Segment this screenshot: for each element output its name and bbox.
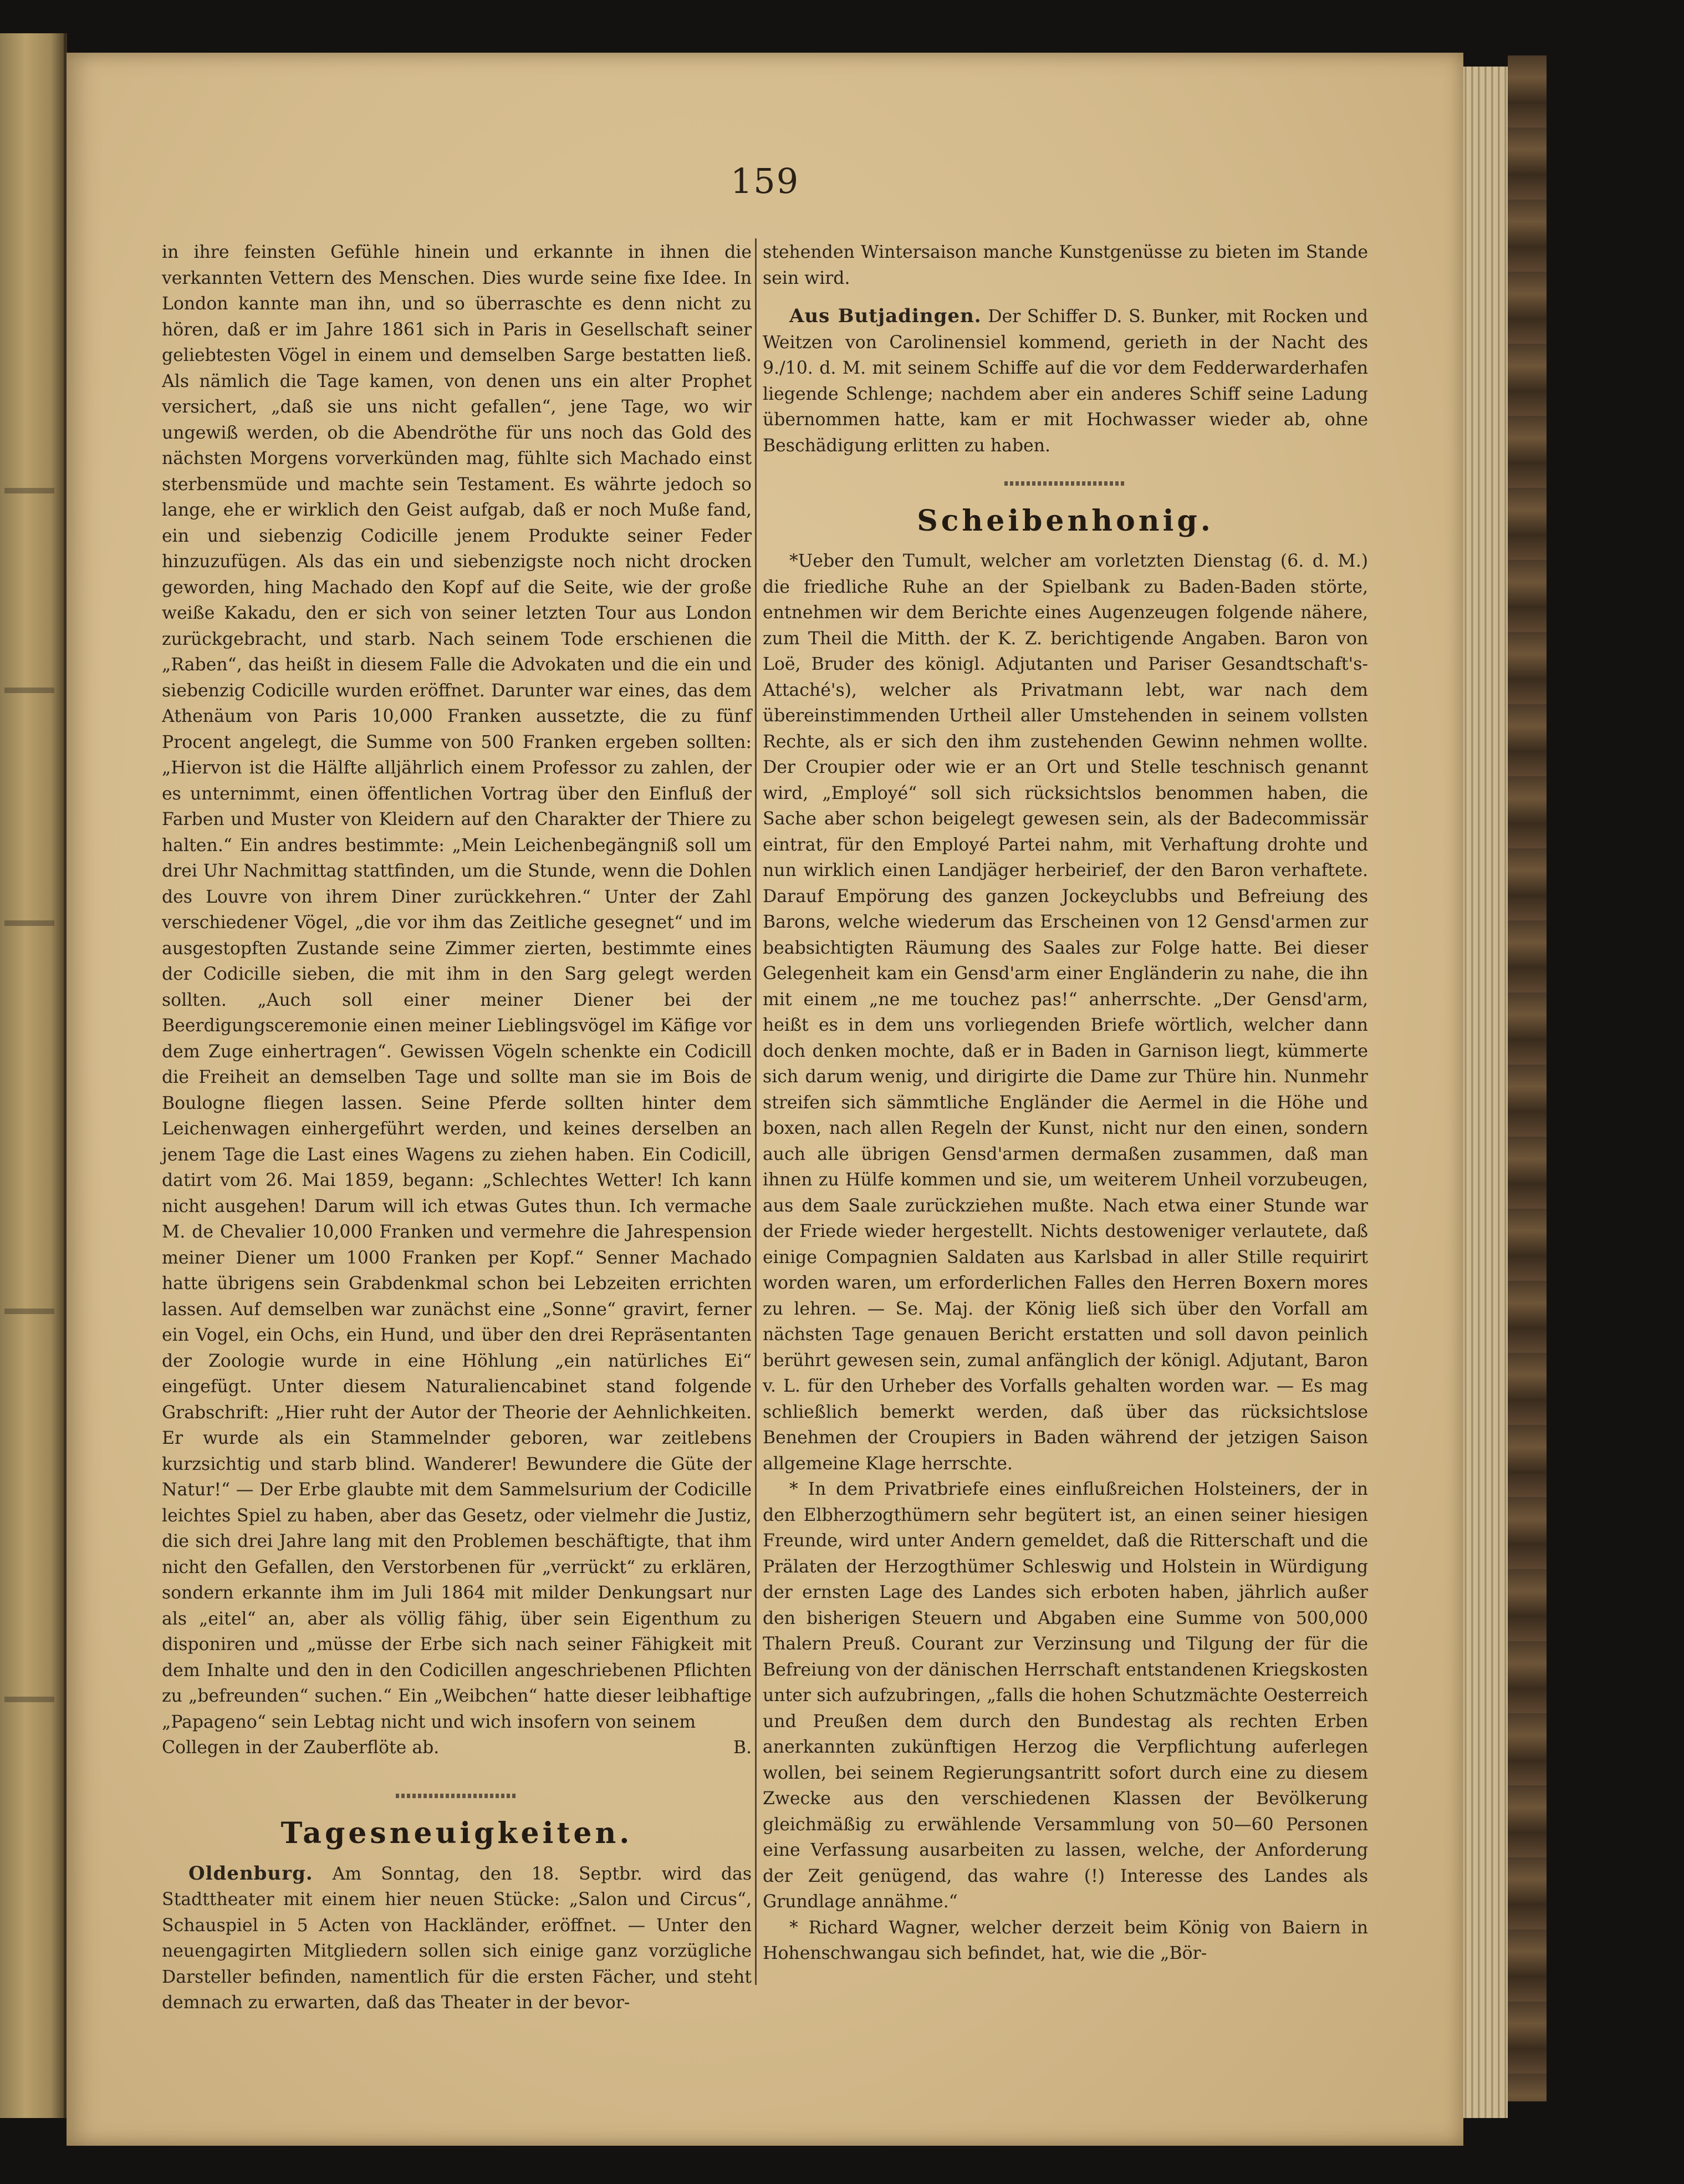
column-divider <box>755 238 757 1985</box>
book-binding <box>1508 55 1547 2101</box>
ornament-divider <box>162 1783 752 1809</box>
article-paragraph: in ihre feinsten Gefühle hinein und erkannte in ihnen die verkannten Vettern des Menschen. Dies wurde seine fixe Idee. In London kannte man ihn, und so überraschte es denn nicht zu hören, daß er im Jahre 1861 sich in Paris in Gesellschaft seiner geliebtesten Vögel in einem und demselben Sarge bestatten ließ. Als nämlich die Tage kamen, von denen uns ein alter Prophet versichert, „daß sie uns nicht gefallen“, jene Tage, wo wir ungewiß werden, ob die Abendröthe für uns noch das Gold des nächsten Morgens vorverkünden mag, fühlte sich Machado einst sterbensmüde und machte sein Testament. Es währte jedoch so lange, ehe er wirklich den Geist aufgab, daß er noch Muße fand, ein und siebenzig Codicille jenem Produkte seiner Feder hinzuzufügen. Als das ein und siebenzigste noch nicht drocken geworden, hing Machado den Kopf auf die Seite, wie der große weiße Kakadu, den er sich von seiner letzten Tour aus London zurückgebracht, und starb. Nach seinem Tode erschienen die „Raben“, das heißt in diesem Falle die Advokaten und die ein und siebenzig Codicille wurden eröffnet. Darunter war eines, das dem Athenäum von Paris 10,000 Franken aussetzte, die zu fünf Procent angelegt, die Summe von 500 Franken ergeben sollten: „Hiervon ist die Hälfte alljährlich einem Professor zu zahlen, der es unternimmt, einen öffentlichen Vortrag über den Einfluß der Farben und Muster von Kleidern auf den Charakter der Thiere zu halten.“ Ein andres bestimmte: „Mein Leichenbegängniß soll um drei Uhr Nachmittag stattfinden, um die Stunde, wenn die Dohlen des Louvre von ihrem Diner zurückkehren.“ Unter der Zahl verschiedener Vögel, „die vor ihm das Zeitliche gesegnet“ und im ausgestopften Zustande seine Zimmer zierten, bestimmte eines der Codicille sieben, die mit ihm in den Sarg gelegt werden sollten. „Auch soll einer meiner Diener bei der Beerdigungsceremonie einen meiner Lieblingsvögel im Käfige vor dem Zuge einhertragen“. Gewissen Vögeln schenkte ein Codicill die Freiheit an demselben Tage und sollte man sie im Bois de Boulogne fliegen lassen. Seine Pferde sollten hinter dem Leichenwagen einhergeführt werden, und keines derselben an jenem Tage die Last eines Wagens zu ziehen haben. Ein Codicill, datirt vom 26. Mai 1859, begann: „Schlechtes Wetter! Ich kann nicht ausgehen! Darum will ich etwas Gutes thun. Ich vermache M. de Chevalier 10,000 Franken und vermehre die Jahrespension meiner Diener um 1000 Franken per Kopf.“ Senner Machado hatte übrigens sein Grabdenkmal schon bei Lebzeiten errichten lassen. Auf demselben war zunächst eine „Sonne“ gravirt, ferner ein Vogel, ein Ochs, ein Hund, und über den drei Repräsentanten der Zoologie wurde in eine Höhlung „ein natürliches Ei“ eingefügt. Unter diesem Naturaliencabinet stand folgende Grabschrift: „Hier ruht der Autor der Theorie der Aehnlichkeiten. Er wurde als ein Stammelnder geboren, war zeitlebens kurzsichtig und starb blind. Wanderer! Bewundere die Güte der Natur!“ — Der Erbe glaubte mit dem Sammelsurium der Codicille leichtes Spiel zu haben, aber das Gesetz, oder vielmehr die Justiz, die sich drei Jahre lang mit den Problemen beschäftigte, that ihm nicht den Gefallen, den Verstorbenen für „verrückt“ zu erklären, sondern erkannte ihm im Juli 1864 mit milder Denkungsart nur als „eitel“ an, aber als völlig fähig, über sein Eigenthum zu disponiren und „müsse der Erbe sich nach seiner Fähigkeit mit dem Inhalte und den in den Codicillen angeschriebenen Pflichten zu „befreunden“ suchen.“ Ein „Weibchen“ hatte dieser leibhaftige „Papageno“ sein Lebtag nicht und wich insofern von seinem <box>162 242 752 1732</box>
page-number: 159 <box>730 161 800 201</box>
news-item-wagner: * Richard Wagner, welcher derzeit beim König von Baiern in Hohenschwangau sich befindet, hat, wie die „Bör- <box>763 1917 1368 1963</box>
author-signature: B. <box>733 1738 752 1758</box>
news-item-butjadingen <box>763 303 1368 459</box>
right-column <box>763 240 1368 1967</box>
spacer <box>763 291 1368 303</box>
news-item-text: Am Sonntag, den 18. Septbr. wird das Stadttheater mit einem hier neuen Stücke: „Salon und Circus“, Schauspiel in 5 Acten von Hackländer, eröffnet. — Unter den neuengagirten Mitgliedern sollen sich einige ganz vorzügliche Darsteller befinden, namentlich für die ersten Fächer, und steht demnach zu erwarten, daß das Theater in der bevor- <box>162 1864 752 2013</box>
article-closing-line <box>162 1735 752 1761</box>
left-column <box>162 240 752 2016</box>
news-item-lead: Aus Butjadingen. <box>789 305 982 327</box>
news-item-lead: Oldenburg. <box>188 1862 313 1885</box>
continuation-text: stehenden Wintersaison manche Kunstgenüsse zu bieten im Stande sein wird. <box>763 242 1368 288</box>
section-heading-tagesneuigkeiten: Tagesneuigkeiten. <box>280 1816 633 1850</box>
spacer <box>162 1761 752 1783</box>
news-item-holstein: * In dem Privatbriefe eines einflußreichen Holsteiners, der in den Elbherzogthümern sehr begütert ist, an einen seiner hiesigen Freunde, wird unter Andern gemeldet, daß die Ritterschaft und die Prälaten der Herzogthümer Schleswig und Holstein in Würdigung der ernsten Lage des Landes sich erboten haben, jährlich außer den bisherigen Steuern und Abgaben eine Summe von 500,000 Thalern Preuß. Courant zur Verzinsung und Tilgung der für die Befreiung von der dänischen Herrschaft entstandenen Kriegskosten unter sich aufzubringen, „falls die hohen Schutzmächte Oesterreich und Preußen dem durch den Bundestag als rechten Erben anerkannten zukünftigen Herzog die Verpflichtung auferlegen wollen, bei seinem Regierungsantritt sofort durch eine zu diesem Zwecke aus den verschiedenen Klassen der Bevölkerung gleichmäßig zu erwählende Versammlung von 50—60 Personen eine Verfassung ausarbeiten zu lassen, welche, der Anforderung der Zeit genügend, das wahre (!) Interesse des Landes als Grundlage annähme.“ <box>763 1479 1368 1912</box>
left-page-edge <box>0 33 67 2118</box>
spacer <box>763 459 1368 471</box>
news-item-text: Der Schiffer D. S. Bunker, mit Rocken und Weitzen von Carolinensiel kommend, gerieth in der Nacht des 9./10. d. M. mit seinem Schiffe auf die vor dem Fedderwarderhafen liegende Schlenge; nachdem aber ein anderes Schiff seine Ladung übernommen hatte, kam er mit Hochwasser wieder ab, ohne Beschädigung erlitten zu haben. <box>763 307 1368 456</box>
closing-text: Collegen in der Zauberflöte ab. <box>162 1738 440 1758</box>
news-item-baden: *Ueber den Tumult, welcher am vorletzten Dienstag (6. d. M.) die friedliche Ruhe an der Spielbank zu Baden-Baden störte, entnehmen wir dem Berichte eines Augenzeugen folgende nähere, zum Theil die Mitth. der K. Z. berichtigende Angaben. Baron von Loë, Bruder des königl. Adjutanten und Pariser Gesandtschaft's-Attaché's), welcher als Privatmann lebt, war nach dem übereinstimmenden Urtheil aller Umstehenden in seinem vollsten Rechte, als er sich den ihm zustehenden Gewinn nehmen wollte. Der Croupier oder wie er an Ort und Stelle teschnisch genannt wird, „Employé“ soll sich rücksichtslos benommen haben, die Sache aber schon beigelegt gewesen sein, als der Badecommissär eintrat, für den Employé Partei nahm, mit Verhaftung drohte und nun wirklich einen Landjäger herbeirief, der den Baron verhaftete. Darauf Empörung des ganzen Jockeyclubbs und Befreiung des Barons, welche wiederum das Erscheinen von 12 Gensd'armen zur beabsichtigten Räumung des Saales zur Folge hatte. Bei dieser Gelegenheit kam ein Gensd'arm einer Engländerin zu nahe, die ihn mit einem „ne me touchez pas!“ anherrschte. „Der Gensd'arm, heißt es in dem uns vorliegenden Briefe wörtlich, welcher dann doch denken mochte, daß er in Baden in Garnison liegt, kümmerte sich darum wenig, und dirigirte die Dame zur Thüre hin. Nunmehr streifen sich sämmtliche Engländer die Aermel in die Höhe und boxen, nach allen Regeln der Kunst, nicht nur den einen, sondern auch alle übrigen Gensd'armen dermaßen zusammen, daß man ihnen zu Hülfe kommen und sie, um weiterem Unheil vorzubeugen, aus dem Saale zurückziehen mußte. Nach etwa einer Stunde war der Friede wieder hergestellt. Nichts destoweniger verlautete, daß einige Compagnien Saldaten aus Karlsbad in aller Stille requirirt worden waren, um erforderlichen Falles den Herren Boxern mores zu lehren. — Se. Maj. der König ließ sich über den Vorfall am nächsten Tage genauen Bericht erstatten und soll davon peinlich berührt gewesen sein, zumal anfänglich der königl. Adjutant, Baron v. L. für den Urheber des Vorfalls gehalten worden war. — Es mag schließlich bemerkt werden, daß über das rücksichtslose Benehmen der Croupiers in Baden während der jetzigen Saison allgemeine Klage herrschte. <box>763 551 1368 1474</box>
section-heading-scheibenhonig: Scheibenhonig. <box>917 504 1214 538</box>
news-item-oldenburg <box>162 1861 752 2016</box>
ornament-divider <box>763 471 1368 496</box>
